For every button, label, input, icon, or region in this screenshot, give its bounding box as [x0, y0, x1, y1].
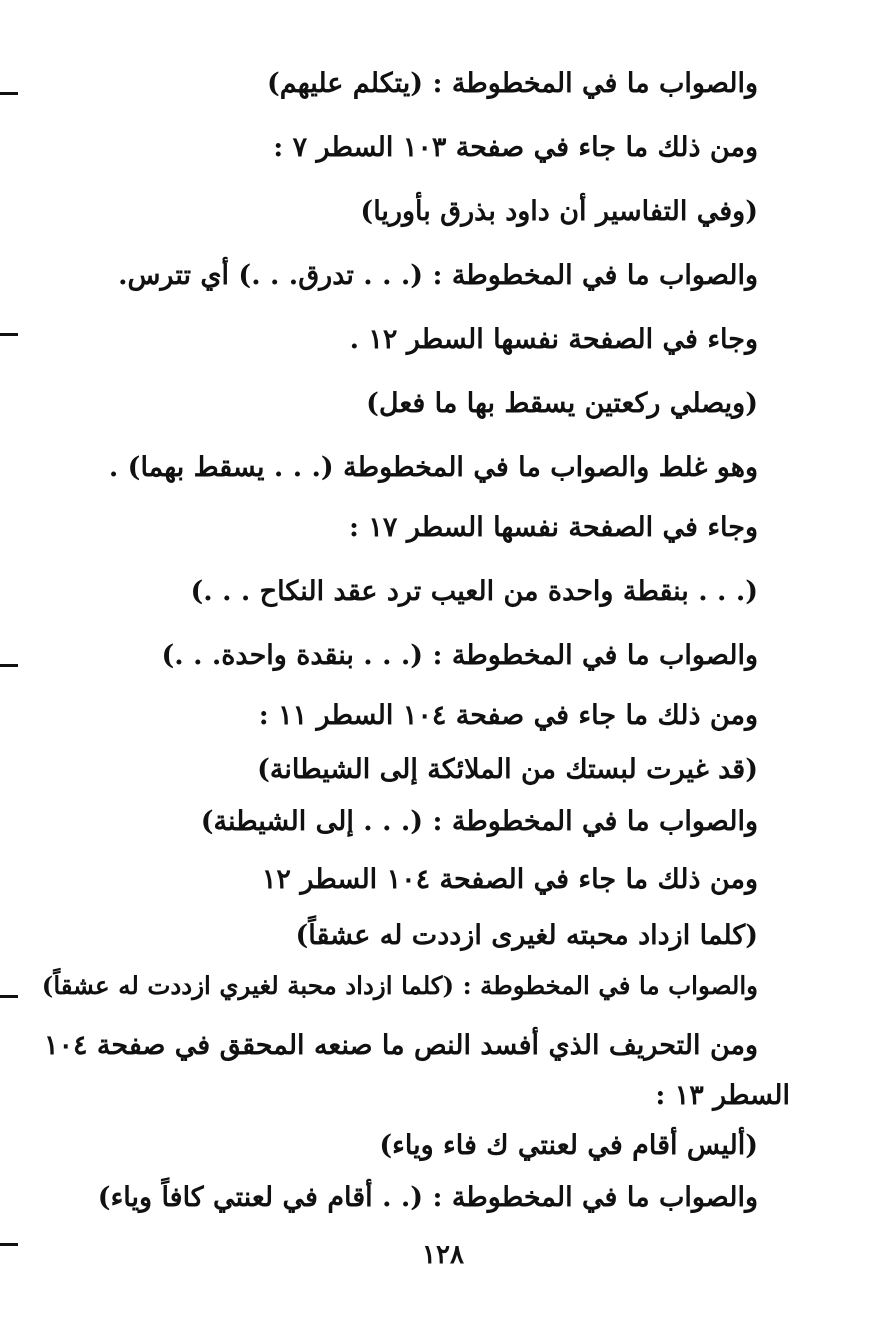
margin-mark [0, 333, 18, 336]
text-line: والصواب ما في المخطوطة : (كلما ازداد محبة لغيري ازددت له عشقاً) [41, 971, 758, 1000]
text-line: ومن ذلك ما جاء في صفحة ١٠٣ السطر ٧ : [273, 132, 758, 163]
text-line: (كلما ازداد محبته لغيرى ازددت له عشقاً) [295, 920, 758, 951]
text-line: (وفي التفاسير أن داود بذرق بأوريا) [360, 196, 758, 227]
text-line: والصواب ما في المخطوطة : (. . . بنقدة واحدة. . .) [161, 640, 758, 671]
margin-mark [0, 995, 18, 998]
text-line: (قد غيرت لبستك من الملائكة إلى الشيطانة) [257, 754, 758, 785]
text-line: ومن ذلك ما جاء في صفحة ١٠٤ السطر ١١ : [258, 700, 758, 731]
text-line: (. . . بنقطة واحدة من العيب ترد عقد النكاح . . .) [190, 576, 758, 607]
text-line: والصواب ما في المخطوطة : (. . . تدرق. . .) أي تترس. [118, 260, 758, 291]
margin-mark [0, 92, 18, 95]
text-line: ومن ذلك ما جاء في الصفحة ١٠٤ السطر ١٢ [261, 864, 758, 895]
text-line: (ويصلي ركعتين يسقط بها ما فعل) [366, 388, 758, 419]
text-line: وجاء في الصفحة نفسها السطر ١٧ : [349, 512, 758, 543]
text-line: وهو غلط والصواب ما في المخطوطة (. . . يسقط بهما) . [108, 452, 758, 483]
text-line: ومن التحريف الذي أفسد النص ما صنعه المحقق في صفحة ١٠٤ [44, 1030, 758, 1061]
text-line: السطر ١٣ : [655, 1080, 790, 1111]
text-line: وجاء في الصفحة نفسها السطر ١٢ . [349, 324, 758, 355]
text-line: والصواب ما في المخطوطة : (يتكلم عليهم) [267, 68, 758, 99]
text-line: والصواب ما في المخطوطة : (. . . إلى الشيطنة) [200, 806, 758, 837]
text-line: والصواب ما في المخطوطة : (. . أقام في لعنتي كافاً وياء) [97, 1182, 758, 1213]
page-number: ١٢٨ [422, 1240, 464, 1270]
text-line: (أليس أقام في لعنتي ك فاء وياء) [379, 1130, 758, 1161]
margin-mark [0, 664, 18, 667]
